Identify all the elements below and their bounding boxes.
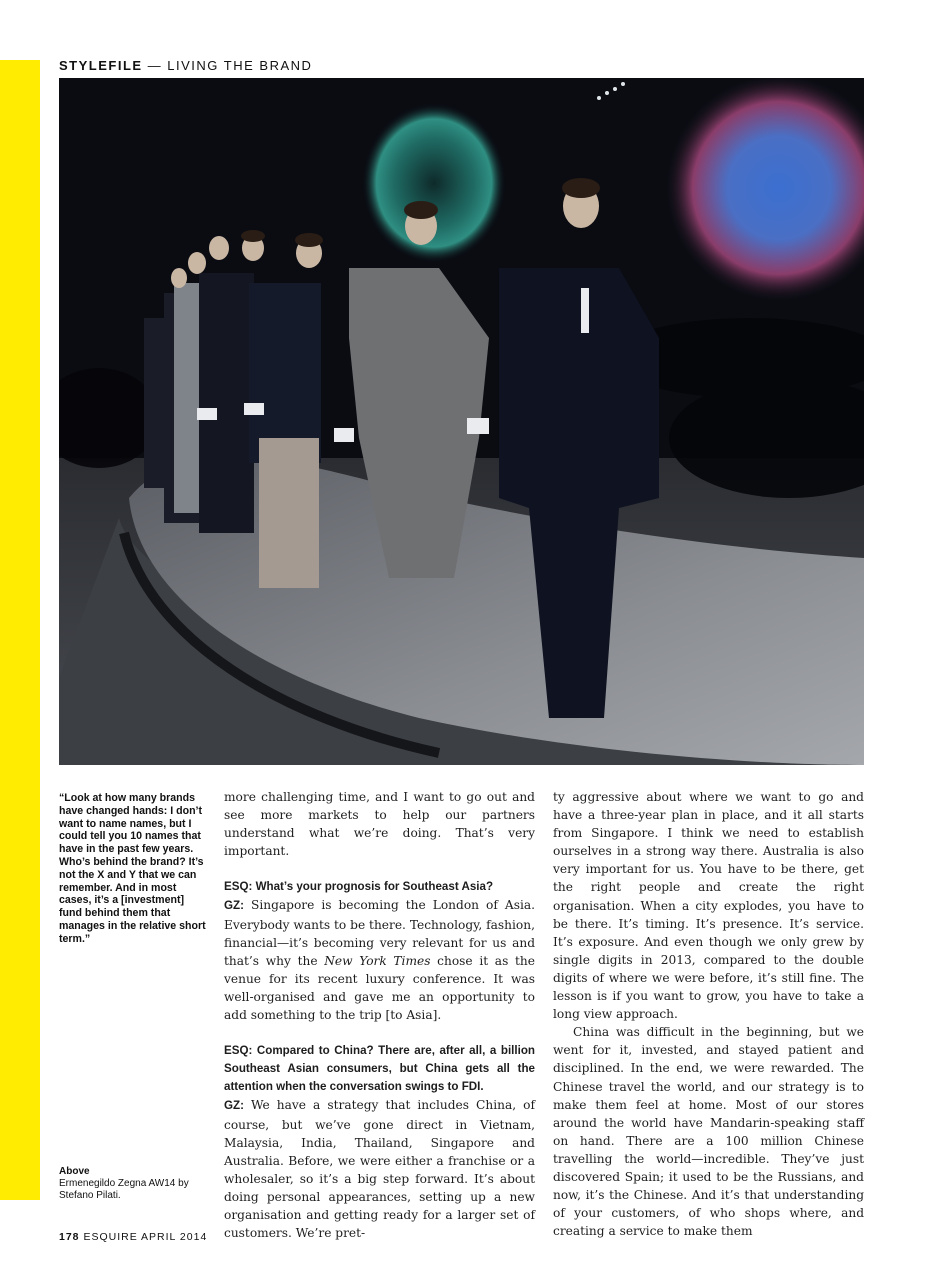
publication-issue: ESQUIRE APRIL 2014 (83, 1231, 208, 1243)
caption-title: Above (59, 1166, 90, 1177)
answer-text-cont: chose it as the venue for its recent luxury conference. It was well-organised and gave me an opportunity to add something to the trip [to Asia]. (224, 953, 535, 1023)
page-number: 178 (59, 1231, 80, 1243)
interview-question: ESQ: What’s your prognosis for Southeast Asia? (224, 880, 494, 894)
speaker-label: GZ: (224, 1099, 244, 1113)
yellow-accent-bar (0, 60, 40, 1200)
answer-text: We have a strategy that includes China, of course, but we’ve gone direct in Vietnam, Malaysia, India, Thailand, Singapore and Australia. Before, we were either a franchise or a wholesaler, so it’s a big step forward. It’s about doing personal appearances, setting up a new organisation and getting ready for a larger set of customers. We’re pret- (224, 1098, 535, 1241)
paragraph: more challenging time, and I want to go out and see more markets to help our partners understand what we’re doing. That’s very important. (224, 790, 535, 859)
section-dash: — (142, 58, 168, 73)
photo-caption (59, 1166, 209, 1202)
pull-quote: “Look at how many brands have changed hands: I don’t want to name names, but I could tell you 10 names that have in the past few years. Who’s behind the brand? It’s not the X and Y that we can remember. And in most cases, it’s a [investment] fund behind them that manages in the relative short term.” (59, 792, 206, 945)
runway-photo (59, 78, 864, 765)
interview-answer (224, 1096, 535, 1242)
paragraph: ty aggressive about where we want to go and have a three-year plan in place, and it all starts from Singapore. I think we need to establish ourselves in a strong way there. Australia is also very important for us. You have to be there, get the right people and create the right organisation. When a city explodes, you have to be there. It’s timing. It’s presence. It’s service. It’s exposure. And even though we only grew by single digits in 2013, compared to the double digits of where we were before, it’s still fine. The lesson is if you want to grow, you have to take a long view approach. (553, 790, 864, 1022)
caption-text: Ermenegildo Zegna AW14 by Stefano Pilati. (59, 1178, 189, 1201)
runway-photo-illustration (59, 78, 864, 765)
speaker-label: GZ: (224, 899, 244, 913)
interview-question: ESQ: Compared to China? There are, after all, a billion Southeast Asian consumers, but China gets all the attention when the conversation swings to FDI. (224, 1044, 535, 1094)
section-header (59, 58, 312, 73)
answer-text: Singapore is becoming the London of Asia. Everybody wants to be there. Technology, fashion, financial—it’s becoming very relevant for us and that’s why the (224, 898, 535, 968)
publication-title: New York Times (324, 953, 431, 968)
section-name: STYLEFILE (59, 58, 143, 73)
page-folio (59, 1231, 207, 1243)
subsection-name: LIVING THE BRAND (167, 58, 313, 73)
paragraph: China was difficult in the beginning, but we went for it, invested, and stayed patient and disciplined. In the end, we were rewarded. The Chinese travel the world, and our strategy is to make them feel at home. Most of our stores around the world have Mandarin-speaking staff on hand. There are a 100 million Chinese travelling the world—incredible. They’ve just discovered Spain; it used to be the Russians, and now, it’s the Chinese. And it’s that understanding of your customers, of who shops where, and creating a service to make them (553, 1025, 864, 1239)
interview-answer (224, 896, 535, 1024)
article-column-1 (224, 788, 535, 1242)
article-column-2 (553, 788, 864, 1240)
